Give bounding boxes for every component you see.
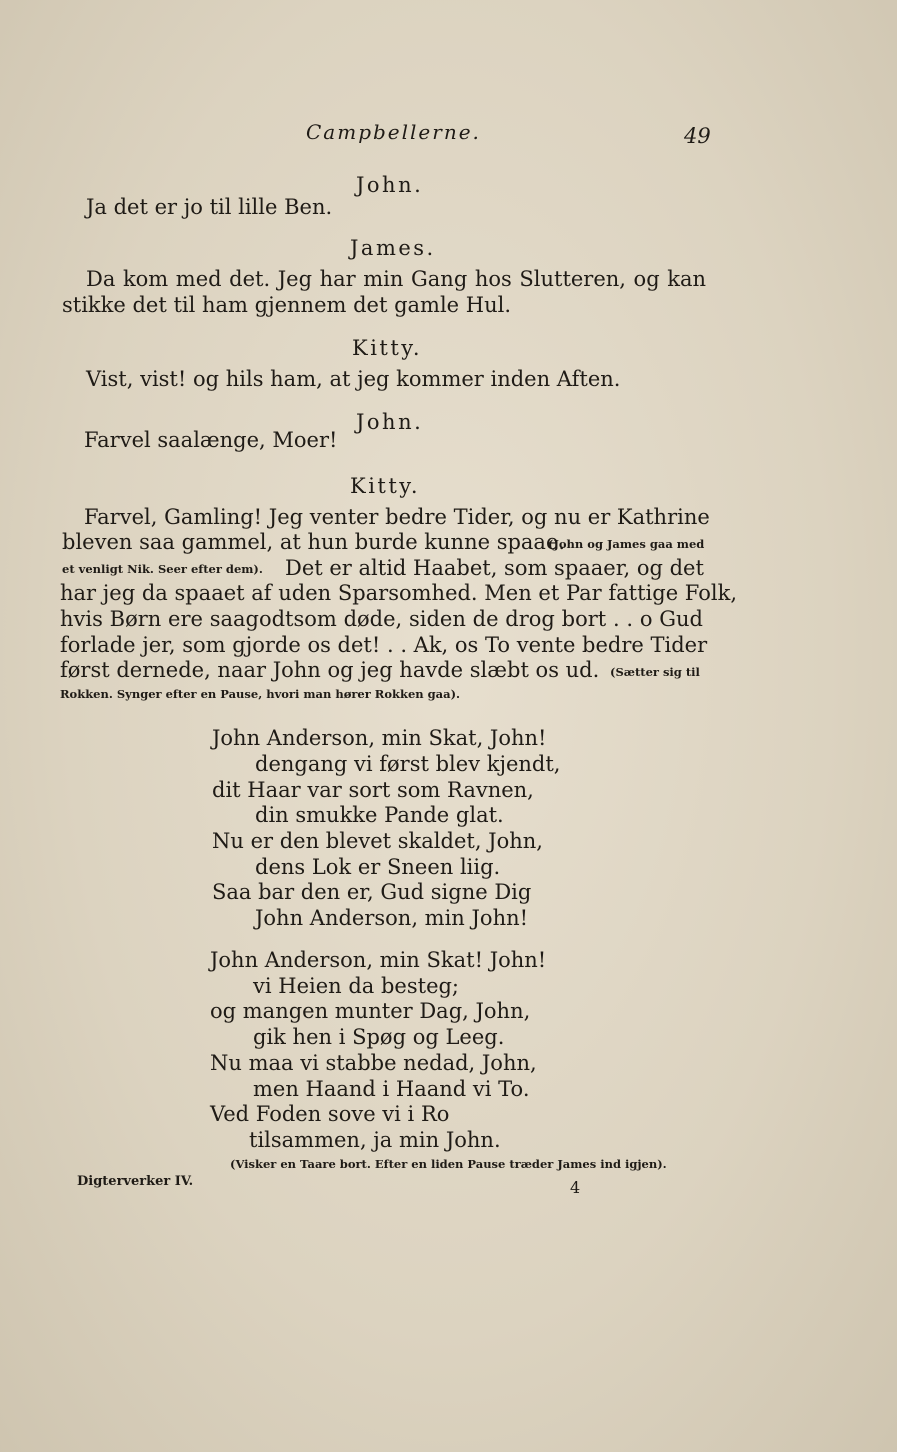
page-number: 49 [684,124,711,148]
stage-direction: (John og James gaa med [548,537,705,551]
speaker-name: John. [356,173,424,197]
verse-line: gik hen i Spøg og Leeg. [253,1025,505,1049]
dialogue-line: Ja det er jo til lille Ben. [86,195,333,219]
printer-signature: Digterverker IV. [77,1174,194,1189]
dialogue-line: Det er altid Haabet, som spaaer, og det [285,556,704,580]
dialogue-line: forlade jer, som gjorde os det! . . Ak, os To vente bedre Tider [60,633,708,657]
speaker-name: Kitty. [352,336,423,360]
speaker-name: John. [356,410,424,434]
dialogue-line: Farvel, Gamling! Jeg venter bedre Tider, og nu er Kathrine [84,505,710,529]
dialogue-line: Da kom med det. Jeg har min Gang hos Slutteren, og kan [86,267,706,291]
verse-line: tilsammen, ja min John. [249,1128,501,1152]
verse-line: Saa bar den er, Gud signe Dig [212,880,532,904]
verse-line: vi Heien da besteg; [253,974,460,998]
stage-direction: et venligt Nik. Seer efter dem). [62,562,263,576]
sheet-number: 4 [570,1178,581,1197]
verse-line: men Haand i Haand vi To. [253,1077,530,1101]
dialogue-line: Farvel saalænge, Moer! [84,428,338,452]
stage-direction: Rokken. Synger efter en Pause, hvori man hører Rokken gaa). [60,687,461,701]
verse-line: dens Lok er Sneen liig. [255,855,501,879]
verse-line: John Anderson, min Skat, John! [212,726,547,750]
verse-line: John Anderson, min Skat! John! [210,948,547,972]
speaker-name: Kitty. [350,474,421,498]
verse-line: John Anderson, min John! [255,906,529,930]
verse-line: Ved Foden sove vi i Ro [210,1102,450,1126]
verse-line: og mangen munter Dag, John, [210,999,531,1023]
dialogue-line: Vist, vist! og hils ham, at jeg kommer inden Aften. [86,367,621,391]
verse-line: dit Haar var sort som Ravnen, [212,778,534,802]
dialogue-line: bleven saa gammel, at hun burde kunne spaae. [62,530,566,554]
verse-line: Nu maa vi stabbe nedad, John, [210,1051,537,1075]
stage-direction: (Sætter sig til [610,665,700,679]
verse-line: dengang vi først blev kjendt, [255,752,561,776]
running-head-title: Campbellerne. [306,120,481,144]
dialogue-line: hvis Børn ere saagodtsom døde, siden de drog bort . . o Gud [60,607,703,631]
speaker-name: James. [350,236,436,260]
dialogue-line: har jeg da spaaet af uden Sparsomhed. Men et Par fattige Folk, [60,581,737,605]
verse-line: Nu er den blevet skaldet, John, [212,829,543,853]
dialogue-line: stikke det til ham gjennem det gamle Hul. [62,293,512,317]
verse-line: din smukke Pande glat. [255,803,504,827]
dialogue-line: først dernede, naar John og jeg havde slæbt os ud. [60,658,600,682]
stage-direction: (Visker en Taare bort. Efter en liden Pause træder James ind igjen). [230,1157,667,1171]
